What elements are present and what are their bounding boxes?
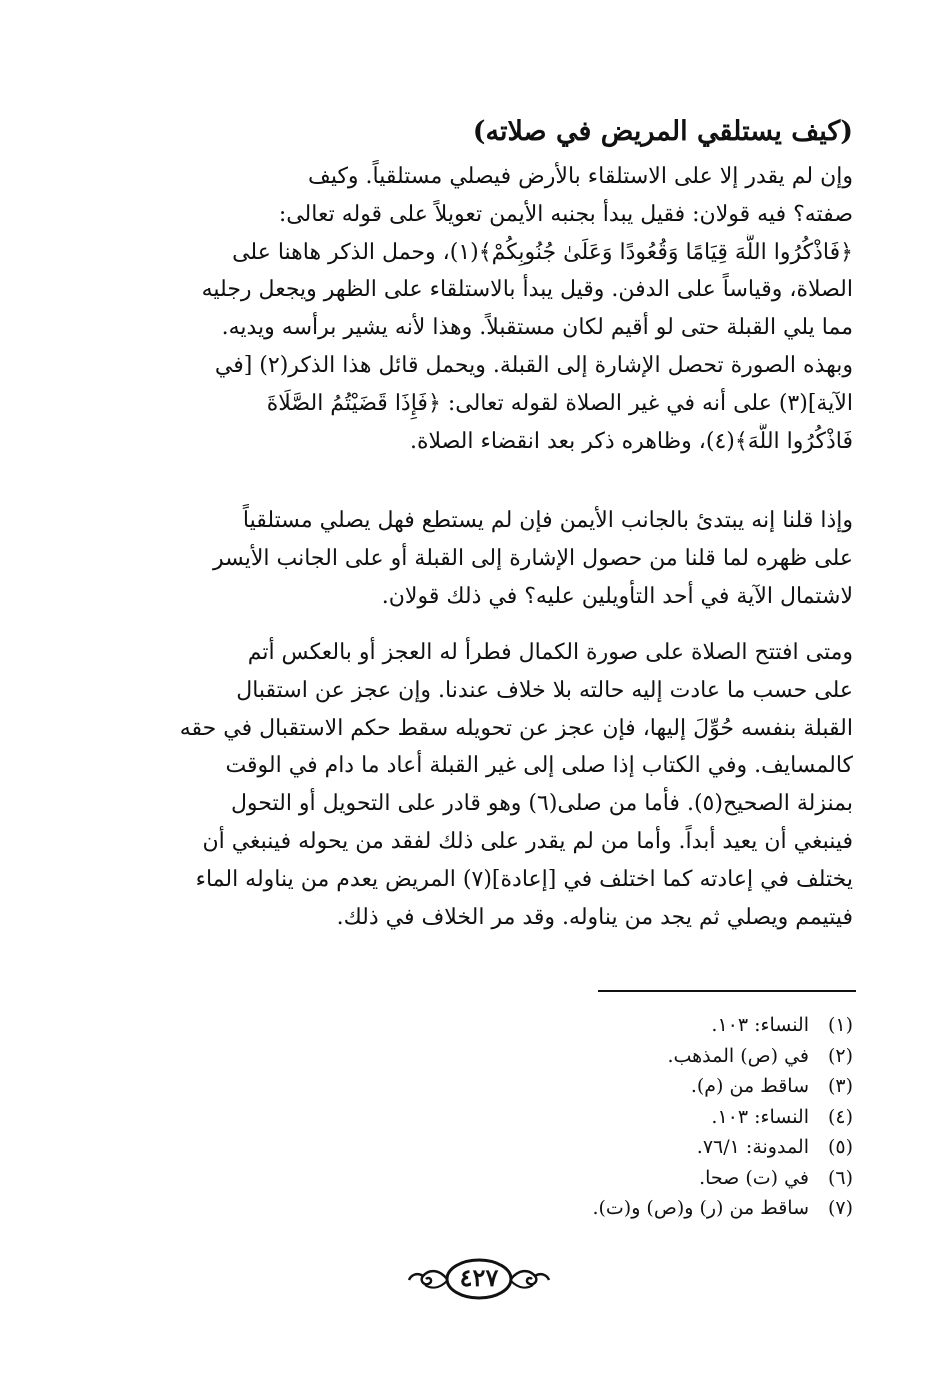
text-line: ﴿فَاذْكُرُوا اللَّهَ قِيَامًا وَقُعُودًا وَعَلَىٰ جُنُوبِكُمْ﴾(١)، وحمل الذكر هاهنا على	[232, 239, 853, 265]
text-line: مما يلي القبلة حتى لو أقيم لكان مستقبلاً. وهذا لأنه يشير برأسه ويديه.	[221, 315, 853, 341]
text-line: وبهذه الصورة تحصل الإشارة إلى القبلة. ويحمل قائل هذا الذكر(٢) [في	[214, 352, 853, 378]
footnote-divider	[598, 990, 856, 992]
footnote-text: في (ت) صحا.	[699, 1166, 809, 1189]
text-line: ومتى افتتح الصلاة على صورة الكمال فطرأ له العجز أو بالعكس أتم	[247, 640, 853, 665]
footnote-number: (٢)	[827, 1044, 853, 1067]
text-line: على ظهره لما قلنا من حصول الإشارة إلى القبلة أو على الجانب الأيسر	[212, 545, 853, 571]
text-line: وإن لم يقدر إلا على الاستلقاء بالأرض فيصلي مستلقياً. وكيف	[308, 164, 853, 189]
text-line: لاشتمال الآية في أحد التأويلين عليه؟ في ذلك قولان.	[381, 583, 853, 609]
footnote	[253, 1102, 853, 1133]
text-line: فينبغي أن يعيد أبداً. وأما من لم يقدر على ذلك لفقد من يحوله فينبغي أن	[202, 828, 853, 854]
paragraph	[80, 158, 853, 460]
footnote	[253, 1132, 853, 1163]
section-heading: (كيف يستلقي المريض في صلاته)	[472, 116, 853, 147]
text-line: يختلف في إعادته كما اختلف في [إعادة](٧) المريض يعدم من يناوله الماء	[195, 866, 853, 892]
text-line: صفته؟ فيه قولان: فقيل يبدأ بجنبه الأيمن تعويلاً على قوله تعالى:	[278, 201, 853, 227]
footnote-text: في (ص) المذهب.	[667, 1044, 809, 1067]
text-line: فَاذْكُرُوا اللَّهَ﴾(٤)، وظاهره ذكر بعد انقضاء الصلاة.	[409, 428, 853, 454]
footnote-text: النساء: ١٠٣.	[711, 1105, 809, 1128]
footnote-number: (٦)	[827, 1166, 853, 1189]
footnote	[253, 1163, 853, 1194]
footnote-number: (١)	[827, 1014, 853, 1036]
footnote-text: المدونة: ٧٦/١.	[696, 1136, 809, 1158]
footnote	[253, 1193, 853, 1224]
page-number: ٤٢٧	[459, 1263, 499, 1292]
footnote-text: ساقط من (م).	[690, 1075, 809, 1097]
footnote-number: (٣)	[827, 1075, 853, 1097]
footnote-number: (٥)	[827, 1136, 853, 1158]
footnotes	[253, 1010, 853, 1224]
paragraph	[80, 502, 853, 615]
footnote-text: النساء: ١٠٣.	[711, 1014, 809, 1036]
text-line: على حسب ما عادت إليه حالته بلا خلاف عندنا. وإن عجز عن استقبال	[236, 677, 853, 703]
text-line: الصلاة، وقياساً على الدفن. وقيل يبدأ بالاستلقاء على الظهر ويجعل رجليه	[201, 277, 853, 303]
text-line: كالمسايف. وفي الكتاب إذا صلى إلى غير القبلة أعاد ما دام في الوقت	[225, 753, 853, 779]
footnote-text: ساقط من (ر) و(ص) و(ت).	[592, 1197, 809, 1219]
footnote	[253, 1041, 853, 1072]
text-line: فيتيمم ويصلي ثم يجد من يناوله. وقد مر الخلاف في ذلك.	[336, 904, 853, 930]
page-number-ornament	[405, 1256, 553, 1302]
text-line: وإذا قلنا إنه يبتدئ بالجانب الأيمن فإن لم يستطع فهل يصلي مستلقياً	[242, 508, 853, 533]
footnote	[253, 1010, 853, 1041]
paragraph	[80, 634, 853, 936]
text-line: بمنزلة الصحيح(٥). فأما من صلى(٦) وهو قادر على التحويل أو التحول	[230, 791, 853, 817]
footnote	[253, 1071, 853, 1102]
footnote-number: (٤)	[827, 1105, 853, 1128]
text-line: القبلة بنفسه حُوِّلَ إليها، فإن عجز عن تحويله سقط حكم الاستقبال في حقه	[179, 715, 853, 741]
text-line: الآية](٣) على أنه في غير الصلاة لقوله تعالى: ﴿فَإِذَا قَضَيْتُمُ الصَّلَاةَ	[266, 390, 853, 416]
footnote-number: (٧)	[827, 1197, 853, 1219]
